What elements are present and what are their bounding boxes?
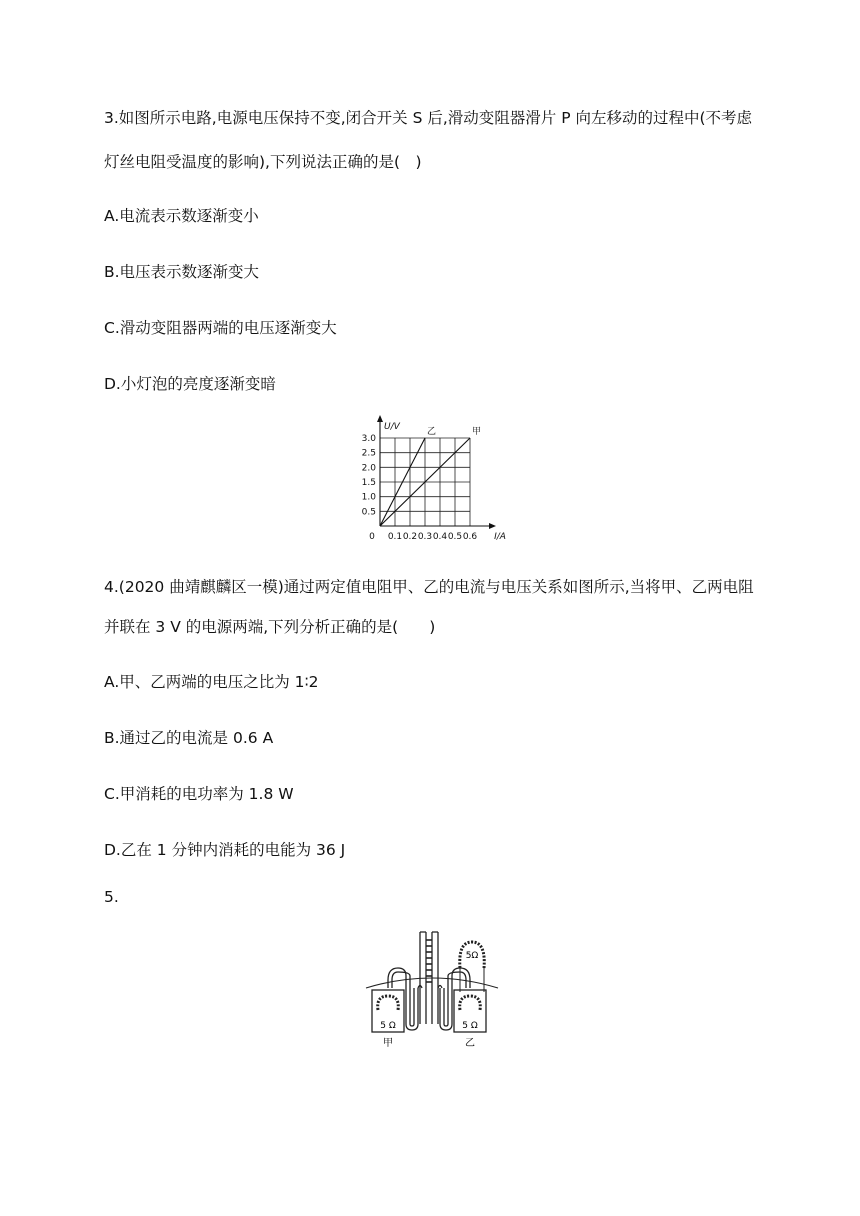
right-resistor-label: 5 Ω <box>462 1021 478 1031</box>
x-tick-label: 0.6 <box>462 532 478 542</box>
manometer-scale <box>426 940 432 982</box>
x-axis-label: I/A <box>494 532 506 542</box>
left-caption: 甲 <box>383 1038 393 1049</box>
y-axis-arrow <box>377 415 383 422</box>
q3-stem-line1: 3.如图所示电路,电源电压保持不变,闭合开关 S 后,滑动变阻器滑片 P 向左移动的过程中(不考虑 <box>104 109 753 127</box>
y-tick-label: 2.5 <box>361 448 376 459</box>
x-axis-arrow <box>489 523 496 529</box>
y-tick-label: 0.5 <box>361 507 376 518</box>
q3-option-a: A.电流表示数逐渐变小 <box>104 207 259 225</box>
x-tick-label: 0.1 <box>387 532 403 542</box>
y-axis-label: U/V <box>384 422 400 432</box>
x-tick-label: 0.3 <box>417 532 433 542</box>
q3-option-d: D.小灯泡的亮度逐渐变暗 <box>104 375 276 393</box>
y-tick-label: 3.0 <box>361 434 376 444</box>
x-tick-label: 0.4 <box>432 532 448 542</box>
right-caption: 乙 <box>465 1038 475 1049</box>
left-resistor-label: 5 Ω <box>380 1021 396 1031</box>
q4-stem-line1: 4.(2020 曲靖麒麟区一模)通过两定值电阻甲、乙的电流与电压关系如图所示,当将甲、乙两电阻 <box>104 578 754 596</box>
q4-option-d: D.乙在 1 分钟内消耗的电能为 36 J <box>104 841 346 859</box>
q4-stem-line2: 并联在 3 V 的电源两端,下列分析正确的是( ) <box>104 618 436 636</box>
series-label: 乙 <box>427 427 437 437</box>
q4-option-b: B.通过乙的电流是 0.6 A <box>104 729 274 747</box>
y-tick-label: 2.0 <box>361 463 376 474</box>
x-tick-label: 0.5 <box>447 532 463 542</box>
u-i-chart <box>350 415 510 550</box>
series-label: 甲 <box>472 427 482 437</box>
u-tubes <box>406 976 452 1030</box>
q5-number: 5. <box>104 888 119 906</box>
q3-option-b: B.电压表示数逐渐变大 <box>104 263 260 281</box>
q4-option-c: C.甲消耗的电功率为 1.8 W <box>104 785 294 803</box>
q3-stem-line2: 灯丝电阻受温度的影响),下列说法正确的是( ) <box>104 153 422 171</box>
y-tick-label: 1.5 <box>361 478 376 488</box>
joule-heating-apparatus <box>362 928 504 1052</box>
y-tick-label: 1.0 <box>361 492 376 503</box>
x-tick-label: 0.2 <box>402 532 418 542</box>
x-tick-label: 0 <box>369 532 375 542</box>
extra-resistor-label: 5Ω <box>465 951 479 961</box>
q3-option-c: C.滑动变阻器两端的电压逐渐变大 <box>104 319 337 337</box>
q4-option-a: A.甲、乙两端的电压之比为 1∶2 <box>104 673 319 691</box>
